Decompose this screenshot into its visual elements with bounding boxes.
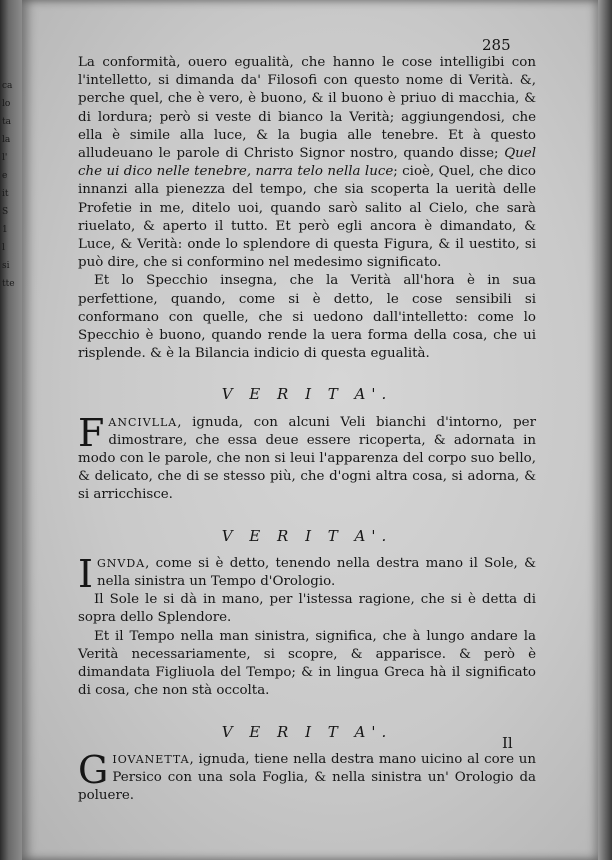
left-margin-fragment: 1	[2, 225, 8, 235]
section-text	[78, 747, 536, 806]
left-margin-fragment: l	[2, 243, 5, 253]
section-heading: V E R I T A'.	[221, 722, 393, 741]
section-extra-paragraph: Et il Tempo nella man sinistra, significa, che à lungo andare la Verità necessariamente, si scopre, & apparisce. & però è dimandata Figliuola del Tempo; & in lingua Greca hà il significato di cosa, che non stà occolta.	[78, 628, 536, 699]
left-margin-fragment: e	[2, 171, 8, 181]
right-page-edge	[598, 0, 612, 860]
text-run: , ignuda, con alcuni Veli bianchi d'intorno, per dimostrare, che essa deue essere ricoperta, & adornata in modo con le parole, che non si leui l'apparenza del corpo suo bello, & delicato, che di se stesso più, che d'ogni altra cosa, si adorna, & si arricchisce.	[78, 414, 536, 503]
section-heading: V E R I T A'.	[221, 385, 393, 404]
left-margin-fragment: ta	[2, 117, 11, 127]
text-run: La conformità, ouero egualità, che hanno le cose intelligibi con l'intelletto, si dimanda da' Filosofi con questo nome di Verità. &, perche quel, che è vero, è buono, & il buono è priuo di macchia, & di lordura; però si veste di bianco la Verità; aggiungendosi, che ella è simile alla luce, & la bugia alle tenebre. Et à questo alludeuano le parole di Christo Signor nostro, quando disse;	[78, 55, 536, 162]
left-margin-fragment: la	[2, 135, 11, 145]
text-run: ; cioè, Quel, che dico innanzi alla pienezza del tempo, che sia scoperta la uerità delle Profetie in me, ditelo uoi, quando sarò salito al Cielo, che sarà riuelato, & aperto il tutto. Et però egli ancora è dimandato, & Luce, & Verità: onde lo splendore di questa Figura, & il uestito, si può dire, che si conformino nel medesimo significato.	[78, 164, 536, 271]
page-number: 285	[482, 36, 511, 54]
lead-word: IOVANETTA	[112, 752, 190, 766]
section-heading: V E R I T A'.	[221, 526, 393, 545]
left-margin-fragment: si	[2, 261, 10, 271]
left-margin-fragment: lo	[2, 99, 11, 109]
left-margin-fragment: S	[2, 207, 9, 217]
left-margin-fragment: tte	[2, 279, 15, 289]
left-margin-fragment: l'	[2, 153, 8, 163]
text-run: Et lo Specchio insegna, che la Verità all'hora è in sua perfettione, quando, come si è detto, le cose sensibili si conformano con quelle, che si uedono dall'intelletto: come lo Specchio è buono, quando rende la uera forma della cosa, che ui risplende. & è la Bilancia indicio di questa egualità.	[78, 273, 536, 362]
lead-word: GNVDA	[97, 556, 146, 570]
section-verita-1	[78, 385, 536, 504]
paragraph-conformita	[78, 54, 536, 272]
text-run: , ignuda, tiene nella destra mano uicino al core un Persico con una sola Foglia, & nella sinistra un' Orologio da poluere.	[78, 751, 536, 804]
quotation-text: Quel che ui dico nelle tenebre, narra telo nella luce	[78, 146, 536, 180]
left-page-edge	[0, 0, 22, 860]
book-page	[22, 0, 598, 860]
left-margin-fragment: ca	[2, 81, 13, 91]
drop-cap-letter: I	[78, 551, 94, 596]
left-margin-fragment: it	[2, 189, 9, 199]
section-extra-paragraph: Il Sole le si dà in mano, per l'istessa ragione, che si è detta di sopra dello Splendore.	[78, 592, 536, 626]
section-verita-3	[78, 723, 536, 806]
catchword: Il	[502, 734, 513, 752]
lead-word: ANCIVLLA	[108, 415, 178, 429]
page-body	[78, 54, 536, 805]
drop-cap-letter: F	[78, 410, 105, 455]
section-text	[78, 410, 536, 505]
section-verita-2	[78, 527, 536, 701]
paragraph-specchio	[78, 272, 536, 363]
drop-cap-letter: G	[78, 747, 109, 792]
text-run: , come si è detto, tenendo nella destra mano il Sole, & nella sinistra un Tempo d'Orologio.	[97, 555, 536, 590]
section-text	[78, 551, 536, 596]
